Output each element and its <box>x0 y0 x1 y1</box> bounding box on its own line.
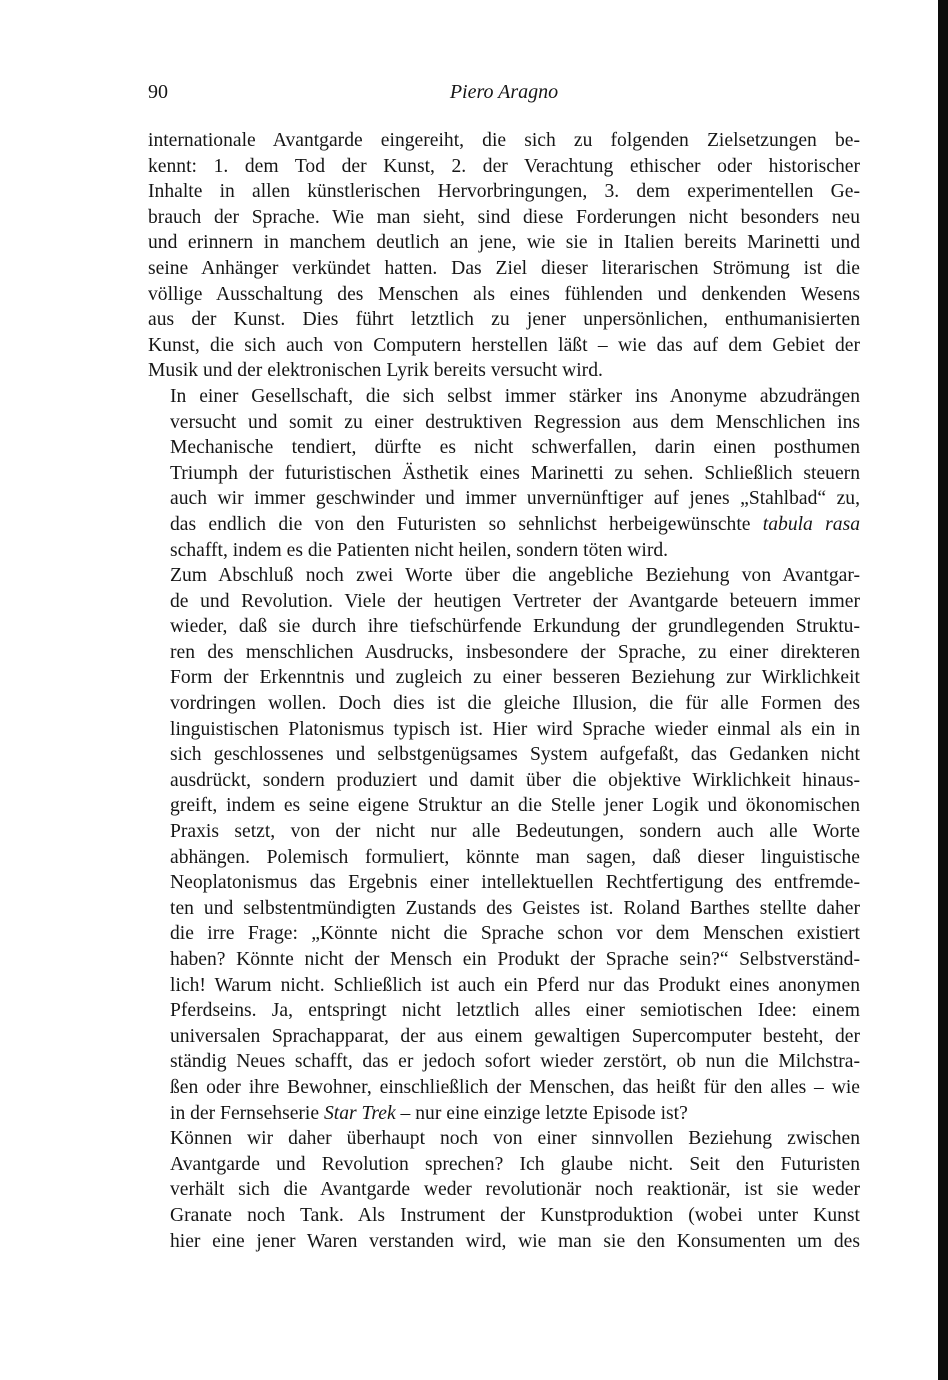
italic-term: Star Trek <box>323 1102 396 1124</box>
body-text <box>148 128 860 1254</box>
text-line: Triumph der futuristischen Ästhetik eines Marinetti zu sehen. Schließlich steuern <box>170 462 860 484</box>
text-line: auch wir immer geschwinder und immer unvernünftiger auf jenes „Stahlbad“ zu, <box>170 488 860 510</box>
text-line: und erinnern in manchem deutlich an jene, wie sie in Italien bereits Marinetti und <box>148 232 860 254</box>
text-line: Musik und der elektronischen Lyrik bereits versucht wird. <box>148 360 603 382</box>
text-line: universalen Sprachapparat, der aus einem gewaltigen Supercomputer besteht, der <box>170 1025 860 1047</box>
text-line: wieder, daß sie durch ihre tiefschürfende Erkundung der grundlegenden Struktu- <box>170 616 860 638</box>
text-line: völlige Ausschaltung des Menschen als eines fühlenden und denkenden Wesens <box>148 283 860 305</box>
text-line: seine Anhänger verkündet hatten. Das Ziel dieser literarischen Strömung ist die <box>148 257 860 279</box>
text-line: Granate noch Tank. Als Instrument der Kunstproduktion (wobei unter Kunst <box>170 1204 860 1226</box>
text-line: ausdrückt, sondern produziert und damit über die objektive Wirklichkeit hinaus- <box>170 769 860 791</box>
text-line: Pferdseins. Ja, entspringt nicht letztlich alles einer semiotischen Idee: einem <box>170 1000 860 1022</box>
text-line: das endlich die von den Futuristen so sehnlichst herbeigewünschte tabula rasa <box>170 513 860 535</box>
text-line: lich! Warum nicht. Schließlich ist auch ein Pferd nur das Produkt eines anonymen <box>170 974 860 996</box>
text-line: Mechanische tendiert, dürfte es nicht schwerfallen, darin einen posthumen <box>170 437 860 459</box>
paragraph-1 <box>148 128 860 384</box>
paragraph-2 <box>148 384 860 563</box>
text-line: schafft, indem es die Patienten nicht heilen, sondern töten wird. <box>170 539 669 561</box>
italic-term: tabula rasa <box>762 513 860 535</box>
text-line: brauch der Sprache. Wie man sieht, sind diese Forderungen nicht besonders neu <box>148 206 860 228</box>
text-line: linguistischen Platonismus typisch ist. Hier wird Sprache wieder einmal als ein in <box>170 718 860 740</box>
paragraph-3 <box>148 563 860 1126</box>
page-header <box>148 80 860 106</box>
page-number: 90 <box>148 81 168 103</box>
text-line: Neoplatonismus das Ergebnis einer intellektuellen Rechtfertigung des entfremde- <box>170 872 860 894</box>
text-line: ren des menschlichen Ausdrucks, insbesondere der Sprache, zu einer direkteren <box>170 641 860 663</box>
text-line: de und Revolution. Viele der heutigen Vertreter der Avantgarde beteuern immer <box>170 590 860 612</box>
text-line: ständig Neues schafft, das er jedoch sofort wieder zerstört, ob nun die Milchstra- <box>170 1051 860 1073</box>
text-line: haben? Könnte nicht der Mensch ein Produkt der Sprache sein?“ Selbstverständ- <box>170 949 860 970</box>
text-line: Avantgarde und Revolution sprechen? Ich glaube nicht. Seit den Futuristen <box>170 1153 860 1175</box>
scan-edge-bar <box>938 0 948 1380</box>
text-line: versucht und somit zu einer destruktiven Regression aus dem Menschlichen ins <box>170 411 860 433</box>
text-line: abhängen. Polemisch formuliert, könnte man sagen, daß dieser linguistische <box>170 846 860 868</box>
text-line: Praxis setzt, von der nicht nur alle Bedeutungen, sondern auch alle Worte <box>170 821 860 843</box>
text-line: aus der Kunst. Dies führt letztlich zu jener unpersönlichen, enthumanisierten <box>148 309 860 331</box>
text-line: Können wir daher überhaupt noch von einer sinnvollen Beziehung zwischen <box>170 1128 860 1150</box>
text-line: vordringen wollen. Doch dies ist die gleiche Illusion, die für alle Formen des <box>170 693 860 715</box>
paragraph-4 <box>148 1126 860 1254</box>
text-line: Form der Erkenntnis und zugleich zu einer besseren Beziehung zur Wirklichkeit <box>170 667 860 689</box>
text-line: internationale Avantgarde eingereiht, die sich zu folgenden Zielsetzungen be- <box>148 130 860 151</box>
text-line: Inhalte in allen künstlerischen Hervorbringungen, 3. dem experimentellen Ge- <box>148 181 860 203</box>
text-line: Kunst, die sich auch von Computern herstellen läßt – wie das auf dem Gebiet der <box>148 334 860 356</box>
text-line: verhält sich die Avantgarde weder revolutionär noch reaktionär, ist sie weder <box>170 1179 860 1201</box>
text-line: kennt: 1. dem Tod der Kunst, 2. der Verachtung ethischer oder historischer <box>148 155 860 177</box>
text-line: ßen oder ihre Bewohner, einschließlich der Menschen, das heißt für den alles – wie <box>170 1076 860 1098</box>
text-line: sich geschlossenes und selbstgenügsames System aufgefaßt, das Gedanken nicht <box>170 744 860 766</box>
text-line: hier eine jener Waren verstanden wird, wie man sie den Konsumenten um des <box>170 1230 860 1252</box>
running-head: Piero Aragno <box>449 81 559 103</box>
text-line: ten und selbstentmündigten Zustands des Geistes ist. Roland Barthes stellte daher <box>170 897 860 919</box>
text-line: Zum Abschluß noch zwei Worte über die angebliche Beziehung von Avantgar- <box>170 565 860 587</box>
text-line: greift, indem es seine eigene Struktur an die Stelle jener Logik und ökonomischen <box>170 795 860 817</box>
text-line: In einer Gesellschaft, die sich selbst immer stärker ins Anonyme abzudrängen <box>170 385 860 407</box>
text-line: die irre Frage: „Könnte nicht die Sprache schon vor dem Menschen existiert <box>170 923 860 945</box>
text-line: in der Fernsehserie Star Trek – nur eine einzige letzte Episode ist? <box>170 1102 688 1124</box>
